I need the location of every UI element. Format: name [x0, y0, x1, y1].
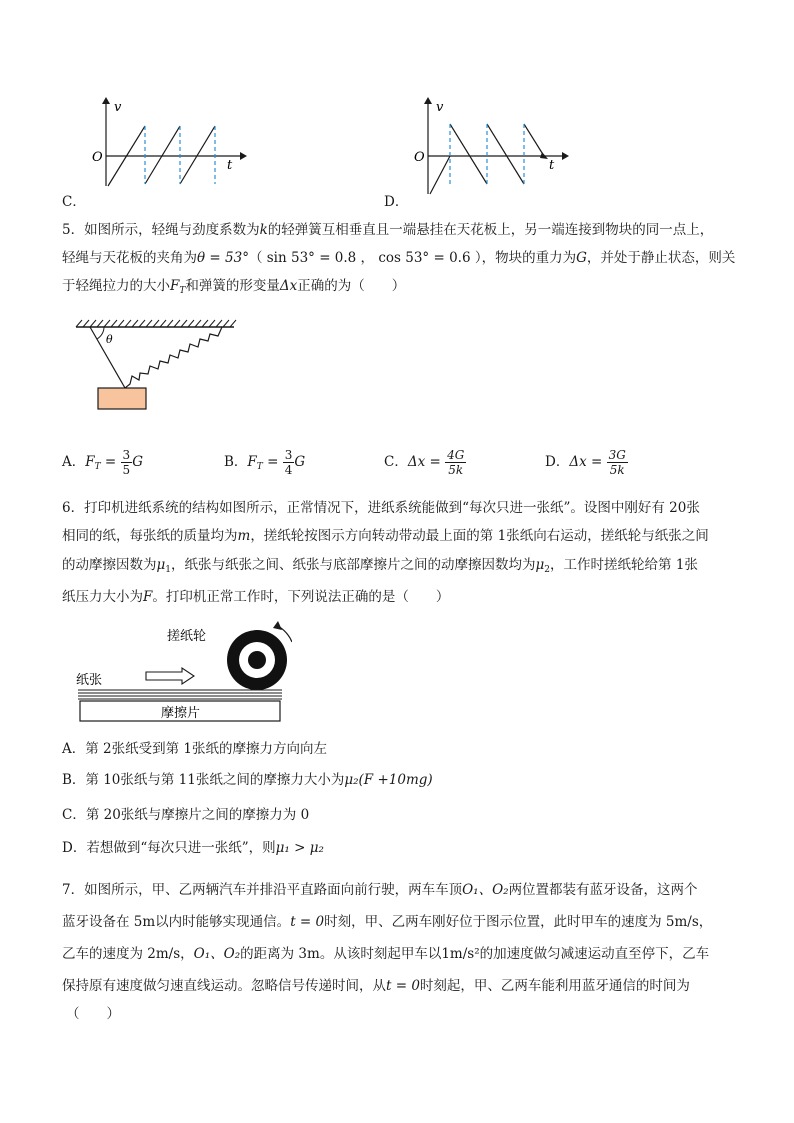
q7-line-2: 蓝牙设备在 5m以内时能够实现通信。t = 0时刻，甲、乙两车刚好位于图示位置，此时甲车的速度为 5m/s，	[62, 914, 713, 930]
graph-d-v-label: v	[436, 100, 444, 115]
pad-label: 摩擦片	[161, 706, 201, 721]
q5-option-d: D．Δx = $\frac{3G}{5k}$	[545, 448, 626, 477]
roller-label: 搓纸轮	[167, 629, 207, 644]
q7-line-4: 保持原有速度做匀速直线运动。忽略信号传递时间，从t = 0时刻起，甲、乙两车能利用蓝牙通信的时间为	[62, 978, 690, 994]
q6-line-1: 6．打印机进纸系统的结构如图所示，正常情况下，进纸系统能做到“每次只进一张纸”。设图中刚好有 20张	[62, 500, 700, 516]
q6-line-4: 纸压力大小为F。打印机正常工作时，下列说法正确的是（ ）	[62, 589, 450, 605]
graph-c-origin: O	[92, 150, 103, 165]
q5-figure	[70, 318, 240, 414]
q5-line-3: 于轻绳拉力的大小$F_T$和弹簧的形变量Δx正确的为（ ）	[62, 278, 406, 296]
q5-line-2: 轻绳与天花板的夹角为θ = 53°（ sin 53° = 0.8 ， cos 53° = 0.6 ），物块的重力为G，并处于静止状态，则关	[62, 250, 736, 266]
theta-label: θ	[106, 333, 113, 346]
q7-line-5: （ ）	[66, 1006, 120, 1022]
graph-c-v-label: v	[114, 100, 122, 115]
graph-d-origin: O	[414, 150, 425, 165]
q6-option-c: C．第 20张纸与摩擦片之间的摩擦力为 0	[62, 807, 310, 823]
graph-d	[412, 96, 572, 198]
q7-line-3: 乙车的速度为 2m/s，O₁、O₂的距离为 3m。从该时刻起甲车以1m/s²的加速度做匀减速运动直至停下，乙车	[62, 946, 710, 962]
q6-figure	[70, 614, 292, 726]
q5-option-c: C．Δx = $\frac{4G}{5k}$	[384, 448, 465, 477]
q5-line-1: 5．如图所示，轻绳与劲度系数为k的轻弹簧互相垂直且一端悬挂在天花板上，另一端连接到物块的同一点上，	[62, 222, 714, 238]
graph-c-t-label: t	[227, 158, 233, 173]
graph-d-t-label: t	[549, 158, 555, 173]
paper-label: 纸张	[76, 673, 103, 688]
graph-c-option-label: C．	[62, 194, 86, 210]
graph-d-option-label: D．	[384, 194, 409, 210]
q5-option-a: A．$F_T$ = $\frac{3}{5}$ G	[62, 448, 143, 477]
q6-option-d: D．若想做到“每次只进一张纸”，则μ₁ > μ₂	[62, 840, 324, 856]
q6-line-3: 的动摩擦因数为$\mu_1$，纸张与纸张之间、纸张与底部摩擦片之间的动摩擦因数均为$\mu_2$，工作时搓纸轮给第 1张	[62, 557, 698, 575]
q5-option-b: B．$F_T$ = $\frac{3}{4}$ G	[224, 448, 306, 477]
q7-line-1: 7．如图所示，甲、乙两辆汽车并排沿平直路面向前行驶，两车车顶O₁、O₂两位置都装有蓝牙设备，这两个	[62, 882, 698, 898]
q6-option-a: A．第 2张纸受到第 1张纸的摩擦力方向向左	[62, 741, 328, 757]
q6-option-b: B．第 10张纸与第 11张纸之间的摩擦力大小为μ₂(F +10mg)	[62, 772, 433, 788]
graph-c	[90, 96, 250, 192]
q6-line-2: 相同的纸，每张纸的质量均为m，搓纸轮按图示方向转动带动最上面的第 1张纸向右运动，搓纸轮与纸张之间	[62, 528, 709, 544]
